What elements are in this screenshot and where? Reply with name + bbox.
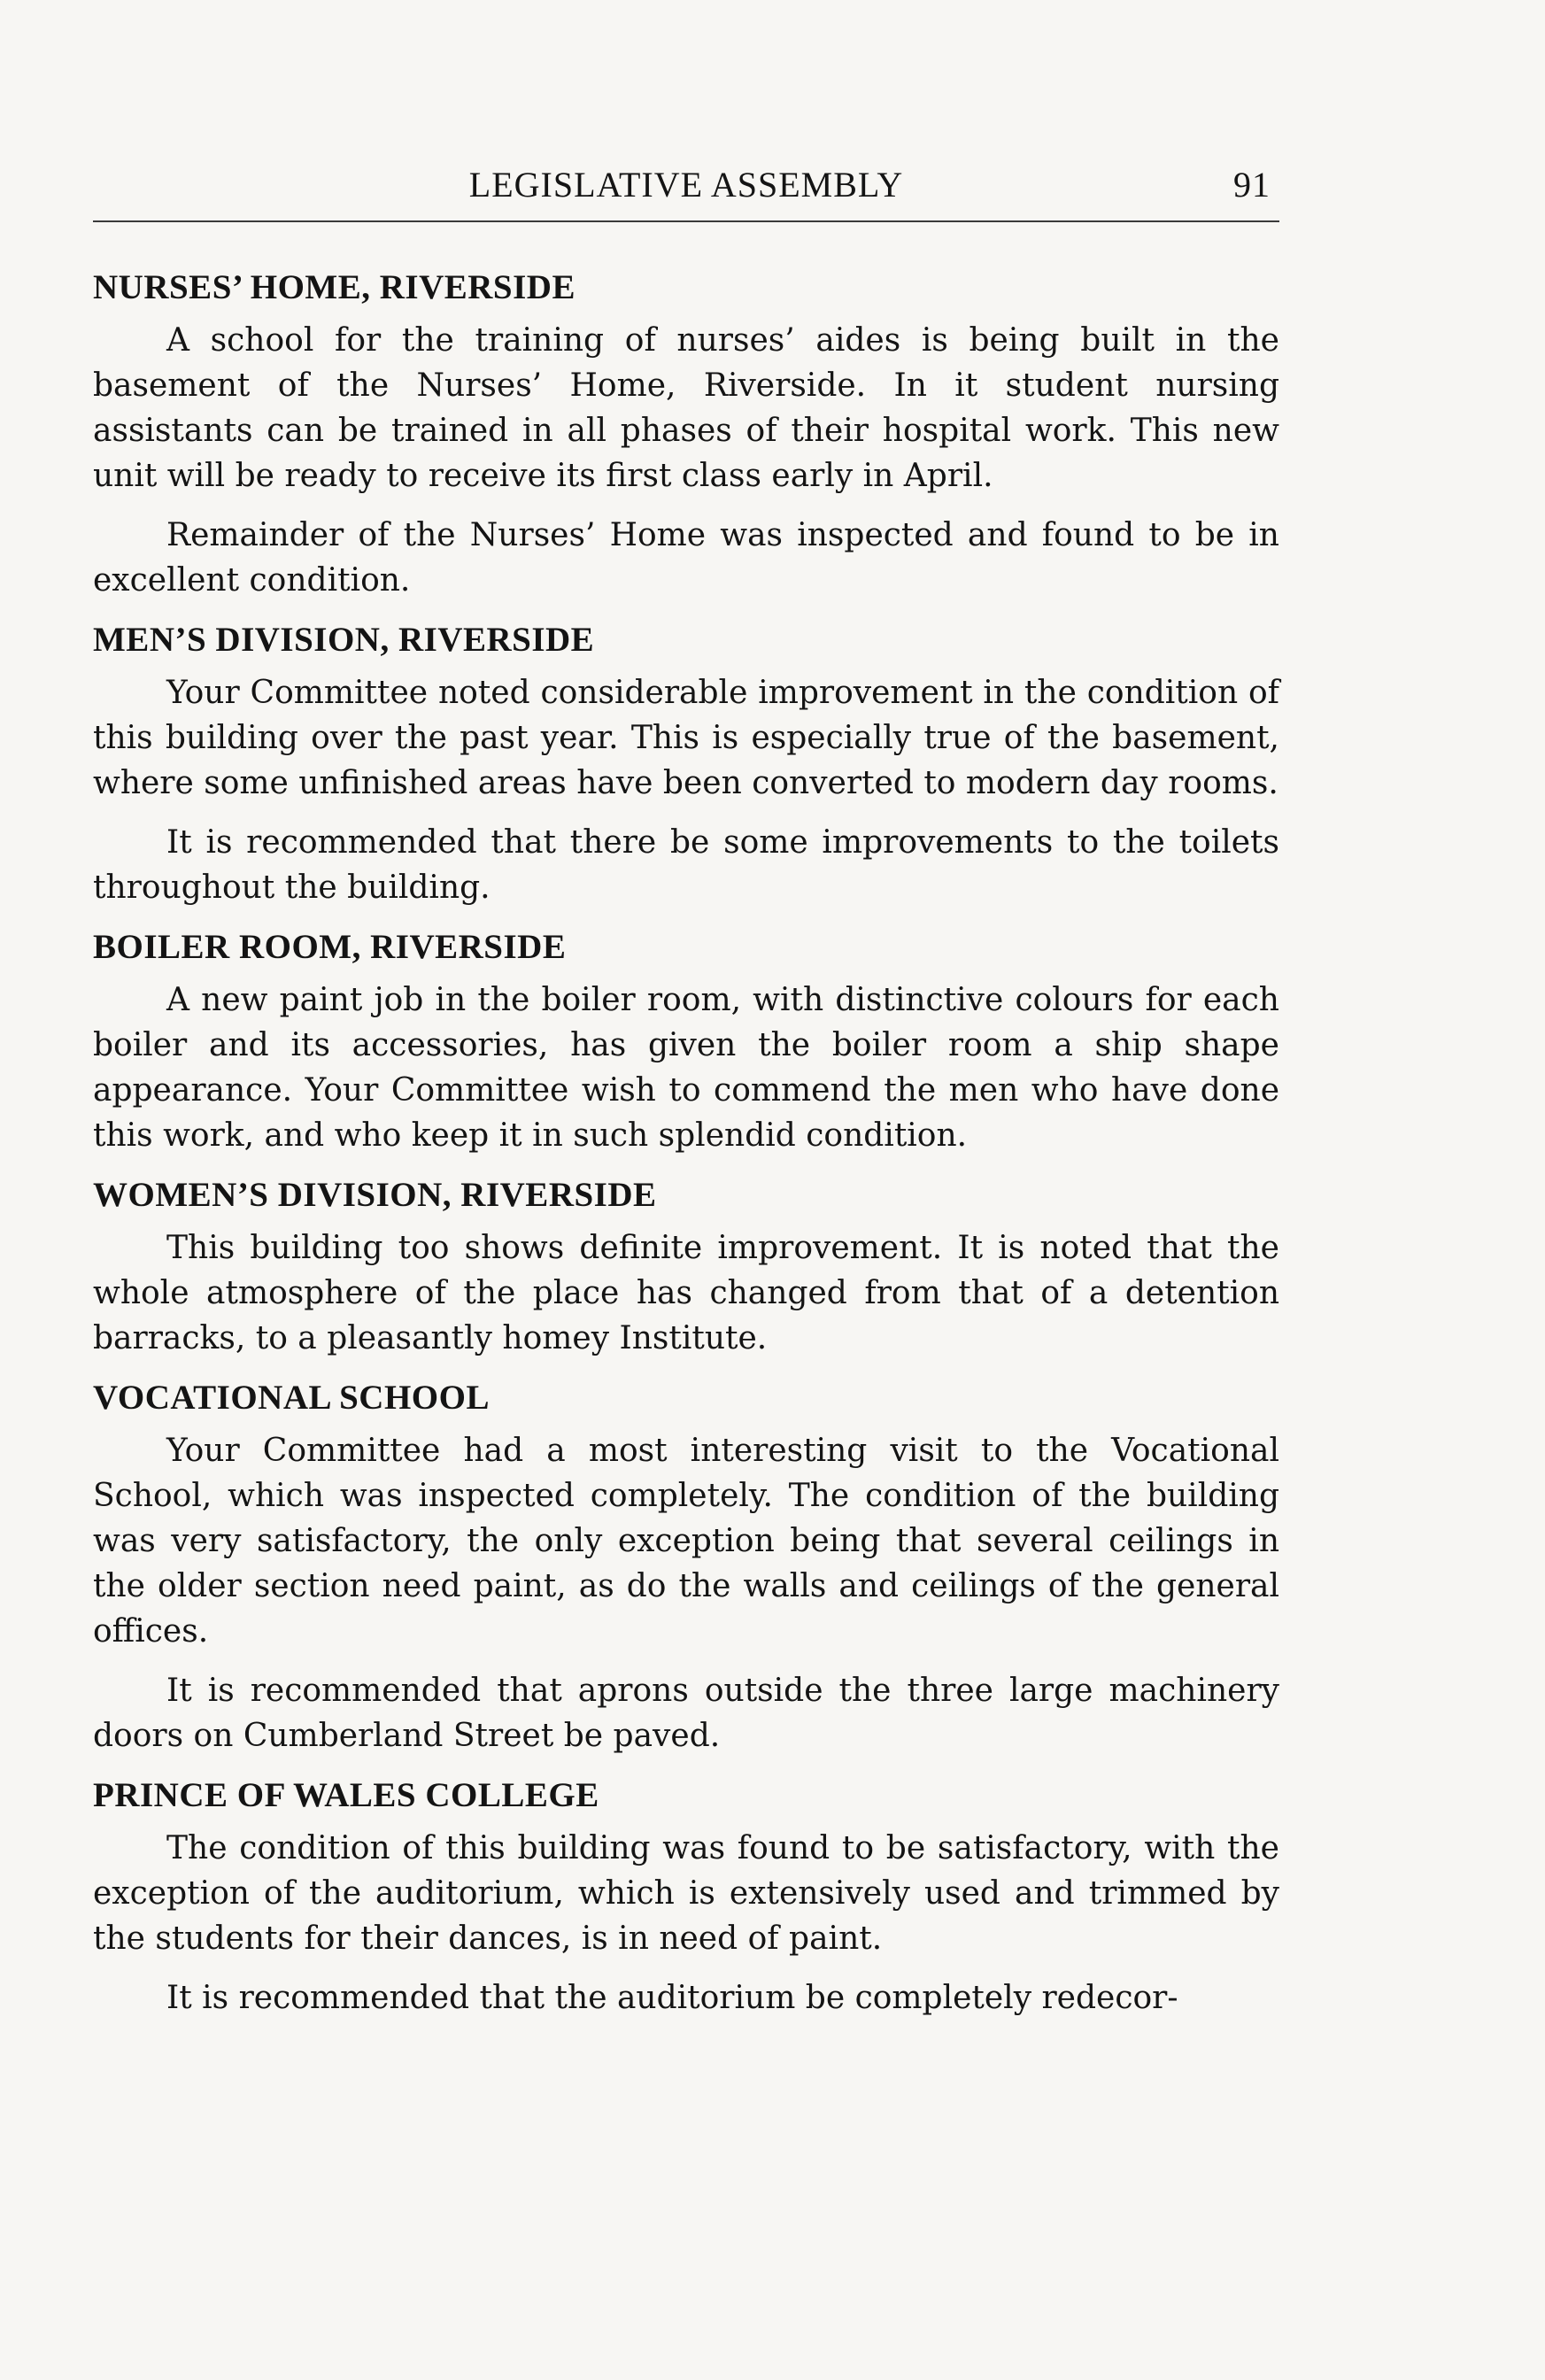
paragraph: This building too shows definite improvement. It is noted that the whole atmosphere of the place has changed from that of a detention barracks, to a pleasantly homey Institute. <box>93 1230 1279 1356</box>
paragraph: The condition of this building was found to be satisfactory, with the exception of the auditorium, which is extensively used and trimmed by the students for their dances, is in need of paint. <box>93 1830 1279 1957</box>
paragraph: Your Committee noted considerable improvement in the condition of this building over the past year. This is especially true of the basement, where some unfinished areas have been converted to modern day rooms. <box>93 675 1279 801</box>
header-rule <box>93 220 1279 222</box>
page-number: 91 <box>1233 165 1271 205</box>
running-header <box>93 164 1279 219</box>
section-vocational-school <box>93 1375 1279 1758</box>
section-heading: PRINCE OF WALES COLLEGE <box>93 1776 599 1814</box>
section-heading: NURSES’ HOME, RIVERSIDE <box>93 268 576 306</box>
section-nurses-home <box>93 265 1279 603</box>
paragraph: It is recommended that there be some improvements to the toilets throughout the building. <box>93 824 1279 906</box>
section-heading: VOCATIONAL SCHOOL <box>93 1379 490 1417</box>
paragraph: A school for the training of nurses’ aides is being built in the basement of the Nurses’ Home, Riverside. In it student nursing assistants can be trained in all phases of their hospital work. This new unit will be ready to receive its first class early in April. <box>93 322 1279 494</box>
section-heading: BOILER ROOM, RIVERSIDE <box>93 928 567 966</box>
section-womens-division <box>93 1172 1279 1361</box>
paragraph: A new paint job in the boiler room, with distinctive colours for each boiler and its accessories, has given the boiler room a ship shape appearance. Your Committee wish to commend the men who have done this work, and who keep it in such splendid condition. <box>93 982 1279 1154</box>
paragraph: Remainder of the Nurses’ Home was inspected and found to be in excellent condition. <box>93 517 1279 599</box>
section-heading: WOMEN’S DIVISION, RIVERSIDE <box>93 1176 657 1214</box>
header-title: LEGISLATIVE ASSEMBLY <box>468 165 904 205</box>
paragraph: Your Committee had a most interesting visit to the Vocational School, which was inspected completely. The condition of the building was very satisfactory, the only exception being that several ceilings in the older section need paint, as do the walls and ceilings of the general offices. <box>93 1433 1279 1650</box>
section-heading: MEN’S DIVISION, RIVERSIDE <box>93 621 595 659</box>
paragraph: It is recommended that aprons outside the three large machinery doors on Cumberland Street be paved. <box>93 1673 1279 1754</box>
paragraph: It is recommended that the auditorium be completely redecor- <box>166 1980 1178 2016</box>
document-page <box>93 164 1279 2035</box>
section-boiler-room <box>93 924 1279 1158</box>
section-prince-of-wales-college <box>93 1773 1279 2021</box>
section-mens-division <box>93 617 1279 910</box>
